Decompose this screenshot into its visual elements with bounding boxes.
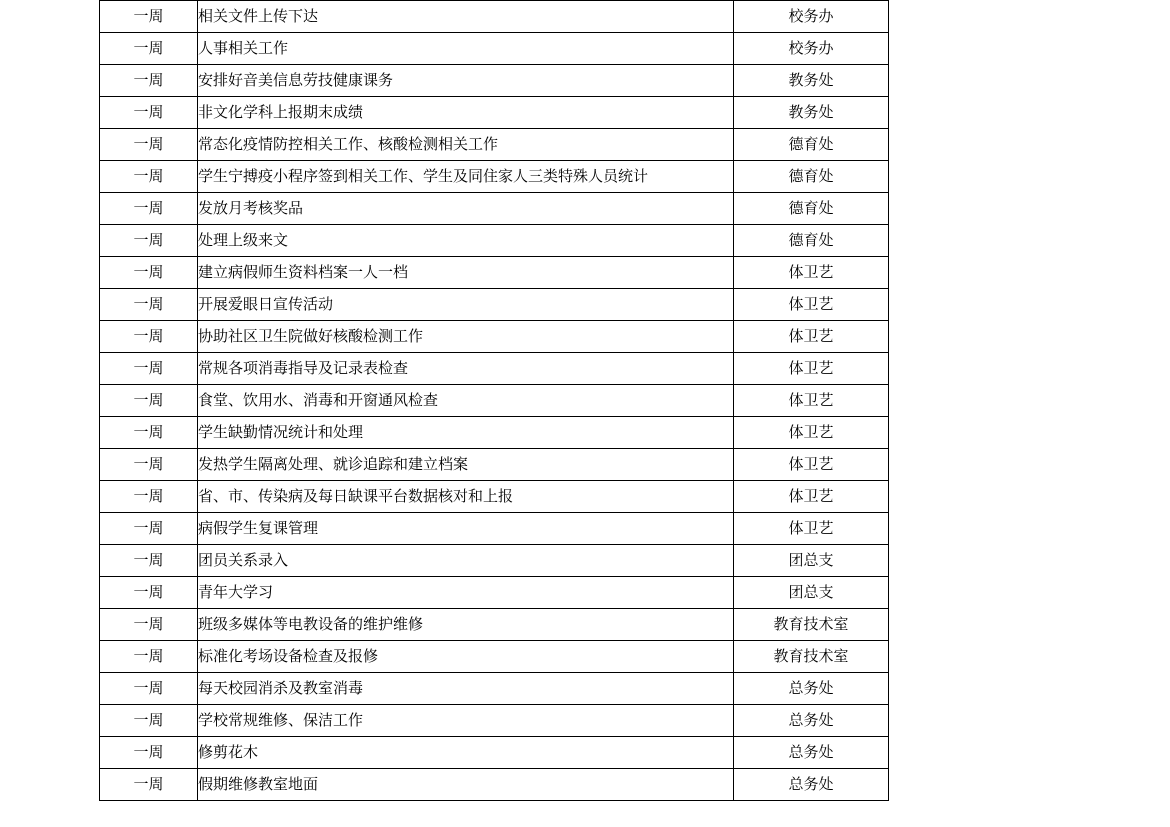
department-cell: 总务处 — [734, 769, 889, 801]
task-cell: 每天校园消杀及教室消毒 — [198, 673, 734, 705]
department-cell: 总务处 — [734, 673, 889, 705]
week-cell: 一周 — [100, 385, 198, 417]
task-cell: 非文化学科上报期末成绩 — [198, 97, 734, 129]
week-cell: 一周 — [100, 705, 198, 737]
task-cell: 发放月考核奖品 — [198, 193, 734, 225]
table-row — [100, 225, 889, 257]
table-row — [100, 641, 889, 673]
week-cell: 一周 — [100, 545, 198, 577]
schedule-table — [99, 0, 889, 801]
department-cell: 德育处 — [734, 193, 889, 225]
department-cell: 校务办 — [734, 33, 889, 65]
week-cell: 一周 — [100, 289, 198, 321]
department-cell: 教务处 — [734, 97, 889, 129]
week-cell: 一周 — [100, 1, 198, 33]
department-cell: 体卫艺 — [734, 257, 889, 289]
table-row — [100, 161, 889, 193]
department-cell: 校务办 — [734, 1, 889, 33]
table-row — [100, 449, 889, 481]
table-row — [100, 193, 889, 225]
table-row — [100, 513, 889, 545]
table-row — [100, 1, 889, 33]
table-row — [100, 481, 889, 513]
week-cell: 一周 — [100, 417, 198, 449]
table-row — [100, 97, 889, 129]
task-cell: 病假学生复课管理 — [198, 513, 734, 545]
week-cell: 一周 — [100, 609, 198, 641]
week-cell: 一周 — [100, 737, 198, 769]
week-cell: 一周 — [100, 129, 198, 161]
table-row — [100, 289, 889, 321]
department-cell: 体卫艺 — [734, 481, 889, 513]
week-cell: 一周 — [100, 513, 198, 545]
department-cell: 团总支 — [734, 577, 889, 609]
week-cell: 一周 — [100, 193, 198, 225]
week-cell: 一周 — [100, 257, 198, 289]
department-cell: 教务处 — [734, 65, 889, 97]
task-cell: 班级多媒体等电教设备的维护维修 — [198, 609, 734, 641]
week-cell: 一周 — [100, 769, 198, 801]
task-cell: 安排好音美信息劳技健康课务 — [198, 65, 734, 97]
department-cell: 体卫艺 — [734, 417, 889, 449]
table-row — [100, 705, 889, 737]
department-cell: 总务处 — [734, 705, 889, 737]
week-cell: 一周 — [100, 577, 198, 609]
week-cell: 一周 — [100, 481, 198, 513]
week-cell: 一周 — [100, 97, 198, 129]
department-cell: 德育处 — [734, 225, 889, 257]
table-row — [100, 737, 889, 769]
task-cell: 省、市、传染病及每日缺课平台数据核对和上报 — [198, 481, 734, 513]
task-cell: 青年大学习 — [198, 577, 734, 609]
task-cell: 建立病假师生资料档案一人一档 — [198, 257, 734, 289]
table-row — [100, 65, 889, 97]
task-cell: 学生缺勤情况统计和处理 — [198, 417, 734, 449]
task-cell: 假期维修教室地面 — [198, 769, 734, 801]
task-cell: 学校常规维修、保洁工作 — [198, 705, 734, 737]
task-cell: 处理上级来文 — [198, 225, 734, 257]
department-cell: 体卫艺 — [734, 353, 889, 385]
department-cell: 体卫艺 — [734, 289, 889, 321]
table-row — [100, 769, 889, 801]
task-cell: 相关文件上传下达 — [198, 1, 734, 33]
department-cell: 团总支 — [734, 545, 889, 577]
table-row — [100, 673, 889, 705]
department-cell: 体卫艺 — [734, 321, 889, 353]
schedule-table-body — [100, 1, 889, 801]
table-row — [100, 417, 889, 449]
week-cell: 一周 — [100, 673, 198, 705]
table-row — [100, 545, 889, 577]
department-cell: 教育技术室 — [734, 641, 889, 673]
week-cell: 一周 — [100, 449, 198, 481]
task-cell: 发热学生隔离处理、就诊追踪和建立档案 — [198, 449, 734, 481]
department-cell: 体卫艺 — [734, 385, 889, 417]
task-cell: 开展爱眼日宣传活动 — [198, 289, 734, 321]
department-cell: 德育处 — [734, 161, 889, 193]
task-cell: 学生宁搏疫小程序签到相关工作、学生及同住家人三类特殊人员统计 — [198, 161, 734, 193]
week-cell: 一周 — [100, 353, 198, 385]
department-cell: 体卫艺 — [734, 449, 889, 481]
task-cell: 人事相关工作 — [198, 33, 734, 65]
task-cell: 团员关系录入 — [198, 545, 734, 577]
table-row — [100, 385, 889, 417]
table-row — [100, 33, 889, 65]
department-cell: 教育技术室 — [734, 609, 889, 641]
week-cell: 一周 — [100, 65, 198, 97]
task-cell: 食堂、饮用水、消毒和开窗通风检查 — [198, 385, 734, 417]
department-cell: 体卫艺 — [734, 513, 889, 545]
table-row — [100, 321, 889, 353]
task-cell: 常规各项消毒指导及记录表检查 — [198, 353, 734, 385]
week-cell: 一周 — [100, 641, 198, 673]
task-cell: 常态化疫情防控相关工作、核酸检测相关工作 — [198, 129, 734, 161]
table-row — [100, 353, 889, 385]
task-cell: 标准化考场设备检查及报修 — [198, 641, 734, 673]
week-cell: 一周 — [100, 225, 198, 257]
department-cell: 总务处 — [734, 737, 889, 769]
table-row — [100, 577, 889, 609]
task-cell: 协助社区卫生院做好核酸检测工作 — [198, 321, 734, 353]
week-cell: 一周 — [100, 321, 198, 353]
week-cell: 一周 — [100, 33, 198, 65]
task-cell: 修剪花木 — [198, 737, 734, 769]
department-cell: 德育处 — [734, 129, 889, 161]
table-row — [100, 609, 889, 641]
table-row — [100, 257, 889, 289]
table-row — [100, 129, 889, 161]
week-cell: 一周 — [100, 161, 198, 193]
